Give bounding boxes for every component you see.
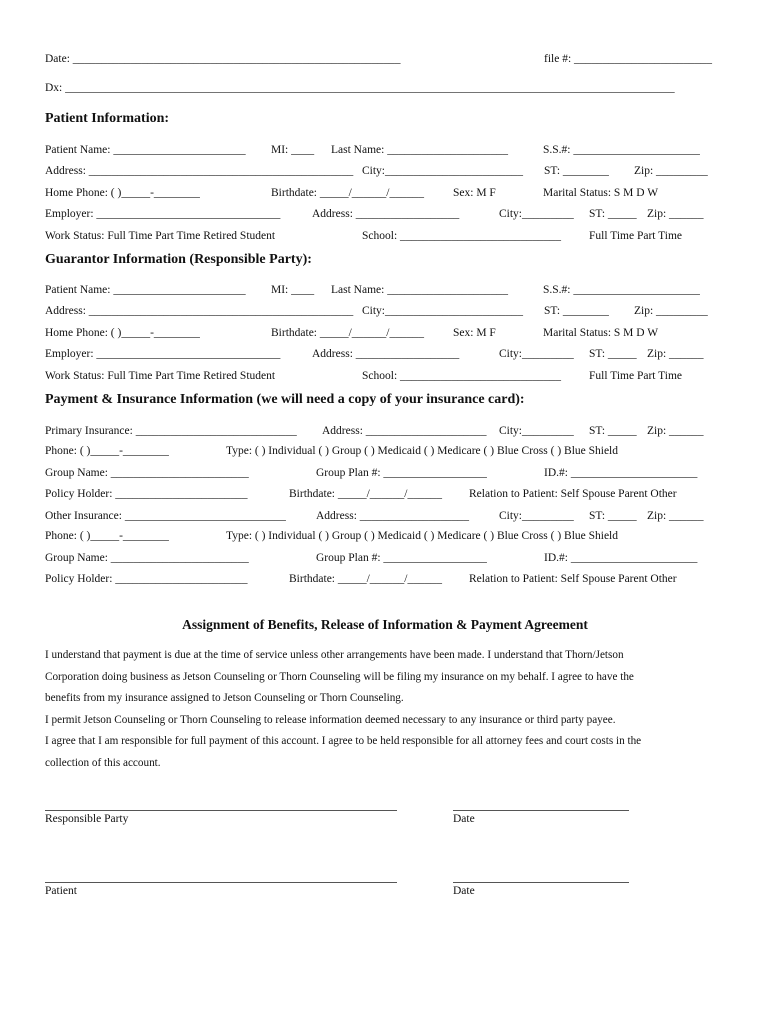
primary-relation-options[interactable]: Relation to Patient: Self Spouse Parent Other (469, 488, 677, 500)
patient-sex-options[interactable]: Sex: M F (453, 187, 496, 199)
guarantor-marital-status-options[interactable]: Marital Status: S M D W (543, 327, 659, 339)
date-field[interactable]: Date: _________________________________________________________ (45, 53, 401, 65)
guarantor-employer-address-field[interactable]: Address: __________________ (312, 348, 460, 360)
guarantor-home-phone-field[interactable]: Home Phone: ( )_____-________ (45, 327, 200, 339)
guarantor-info-heading: Guarantor Information (Responsible Party): (45, 252, 312, 267)
primary-policy-holder-field[interactable]: Policy Holder: _______________________ (45, 488, 248, 500)
guarantor-address-field[interactable]: Address: ______________________________________________ (45, 305, 354, 317)
file-number-field[interactable]: file #: ________________________ (544, 53, 713, 65)
patient-last-name-field[interactable]: Last Name: _____________________ (331, 144, 508, 156)
responsible-party-signature-line[interactable] (45, 810, 397, 811)
patient-home-phone-field[interactable]: Home Phone: ( )_____-________ (45, 187, 200, 199)
patient-ssn-field[interactable]: S.S.#: ______________________ (543, 144, 700, 156)
patient-city-field[interactable]: City:________________________ (362, 165, 524, 177)
patient-signature-label: Patient (45, 885, 77, 897)
guarantor-state-field[interactable]: ST: ________ (544, 305, 609, 317)
patient-date-label: Date (453, 885, 475, 897)
guarantor-employer-state-field[interactable]: ST: _____ (589, 348, 637, 360)
agreement-text-line: collection of this account. (45, 757, 161, 769)
patient-employer-state-field[interactable]: ST: _____ (589, 208, 637, 220)
guarantor-employer-zip-field[interactable]: Zip: ______ (647, 348, 704, 360)
patient-employer-city-field[interactable]: City:_________ (499, 208, 574, 220)
patient-work-status-options[interactable]: Work Status: Full Time Part Time Retired Student (45, 230, 276, 242)
guarantor-mi-field[interactable]: MI: ____ (271, 284, 315, 296)
patient-employer-zip-field[interactable]: Zip: ______ (647, 208, 704, 220)
other-group-name-field[interactable]: Group Name: ________________________ (45, 552, 249, 564)
other-insurance-city-field[interactable]: City:_________ (499, 510, 574, 522)
other-group-plan-field[interactable]: Group Plan #: __________________ (316, 552, 487, 564)
patient-mi-field[interactable]: MI: ____ (271, 144, 315, 156)
patient-address-field[interactable]: Address: ______________________________________________ (45, 165, 354, 177)
patient-school-status-options[interactable]: Full Time Part Time (589, 230, 682, 242)
guarantor-work-status-options[interactable]: Work Status: Full Time Part Time Retired Student (45, 370, 276, 382)
primary-insurance-address-field[interactable]: Address: _____________________ (322, 425, 487, 437)
other-relation-options[interactable]: Relation to Patient: Self Spouse Parent Other (469, 573, 677, 585)
guarantor-employer-city-field[interactable]: City:_________ (499, 348, 574, 360)
other-insurance-state-field[interactable]: ST: _____ (589, 510, 637, 522)
primary-insurance-type-options[interactable]: Type: ( ) Individual ( ) Group ( ) Medicaid ( ) Medicare ( ) Blue Cross ( ) Blue Shield (226, 445, 619, 457)
guarantor-last-name-field[interactable]: Last Name: _____________________ (331, 284, 508, 296)
primary-group-name-field[interactable]: Group Name: ________________________ (45, 467, 249, 479)
dx-field[interactable]: Dx: __________________________________________________________________________________________________________ (45, 82, 675, 94)
primary-insurance-state-field[interactable]: ST: _____ (589, 425, 637, 437)
agreement-text-line: I understand that payment is due at the time of service unless other arrangements have been made. I understand that Thorn/Jetson (45, 649, 624, 661)
agreement-text-line: Corporation doing business as Jetson Counseling or Thorn Counseling will be filing my insurance on my behalf. I agree to have the (45, 671, 634, 683)
patient-employer-field[interactable]: Employer: ________________________________ (45, 208, 281, 220)
other-insurance-phone-field[interactable]: Phone: ( )_____-________ (45, 530, 169, 542)
primary-insurance-phone-field[interactable]: Phone: ( )_____-________ (45, 445, 169, 457)
patient-birthdate-field[interactable]: Birthdate: _____/______/______ (271, 187, 425, 199)
agreement-text-line: I agree that I am responsible for full payment of this account. I agree to be held responsible for all attorney fees and court costs in the (45, 735, 642, 747)
agreement-heading: Assignment of Benefits, Release of Information & Payment Agreement (182, 617, 588, 632)
guarantor-name-field[interactable]: Patient Name: _______________________ (45, 284, 246, 296)
primary-insurance-city-field[interactable]: City:_________ (499, 425, 574, 437)
agreement-text-line: I permit Jetson Counseling or Thorn Counseling to release information deemed necessary to any insurance or third party payee. (45, 714, 616, 726)
patient-info-heading: Patient Information: (45, 111, 170, 126)
primary-group-plan-field[interactable]: Group Plan #: __________________ (316, 467, 487, 479)
primary-id-field[interactable]: ID.#: ______________________ (544, 467, 698, 479)
guarantor-ssn-field[interactable]: S.S.#: ______________________ (543, 284, 700, 296)
other-id-field[interactable]: ID.#: ______________________ (544, 552, 698, 564)
insurance-info-heading: Payment & Insurance Information (we will need a copy of your insurance card): (45, 392, 525, 407)
agreement-text-line: benefits from my insurance assigned to Jetson Counseling or Thorn Counseling. (45, 692, 404, 704)
patient-name-field[interactable]: Patient Name: _______________________ (45, 144, 246, 156)
primary-policy-holder-birthdate-field[interactable]: Birthdate: _____/______/______ (289, 488, 443, 500)
patient-zip-field[interactable]: Zip: _________ (634, 165, 708, 177)
other-insurance-type-options[interactable]: Type: ( ) Individual ( ) Group ( ) Medicaid ( ) Medicare ( ) Blue Cross ( ) Blue Shield (226, 530, 619, 542)
guarantor-school-status-options[interactable]: Full Time Part Time (589, 370, 682, 382)
other-insurance-field[interactable]: Other Insurance: ____________________________ (45, 510, 286, 522)
guarantor-employer-field[interactable]: Employer: ________________________________ (45, 348, 281, 360)
other-policy-holder-birthdate-field[interactable]: Birthdate: _____/______/______ (289, 573, 443, 585)
patient-signature-line[interactable] (45, 882, 397, 883)
responsible-party-date-line[interactable] (453, 810, 629, 811)
guarantor-school-field[interactable]: School: ____________________________ (362, 370, 562, 382)
patient-employer-address-field[interactable]: Address: __________________ (312, 208, 460, 220)
guarantor-city-field[interactable]: City:________________________ (362, 305, 524, 317)
other-insurance-address-field[interactable]: Address: ___________________ (316, 510, 470, 522)
patient-state-field[interactable]: ST: ________ (544, 165, 609, 177)
guarantor-sex-options[interactable]: Sex: M F (453, 327, 496, 339)
patient-marital-status-options[interactable]: Marital Status: S M D W (543, 187, 659, 199)
responsible-party-label: Responsible Party (45, 813, 129, 825)
patient-date-line[interactable] (453, 882, 629, 883)
primary-insurance-field[interactable]: Primary Insurance: ____________________________ (45, 425, 297, 437)
responsible-party-date-label: Date (453, 813, 475, 825)
guarantor-zip-field[interactable]: Zip: _________ (634, 305, 708, 317)
other-insurance-zip-field[interactable]: Zip: ______ (647, 510, 704, 522)
guarantor-birthdate-field[interactable]: Birthdate: _____/______/______ (271, 327, 425, 339)
patient-school-field[interactable]: School: ____________________________ (362, 230, 562, 242)
other-policy-holder-field[interactable]: Policy Holder: _______________________ (45, 573, 248, 585)
primary-insurance-zip-field[interactable]: Zip: ______ (647, 425, 704, 437)
